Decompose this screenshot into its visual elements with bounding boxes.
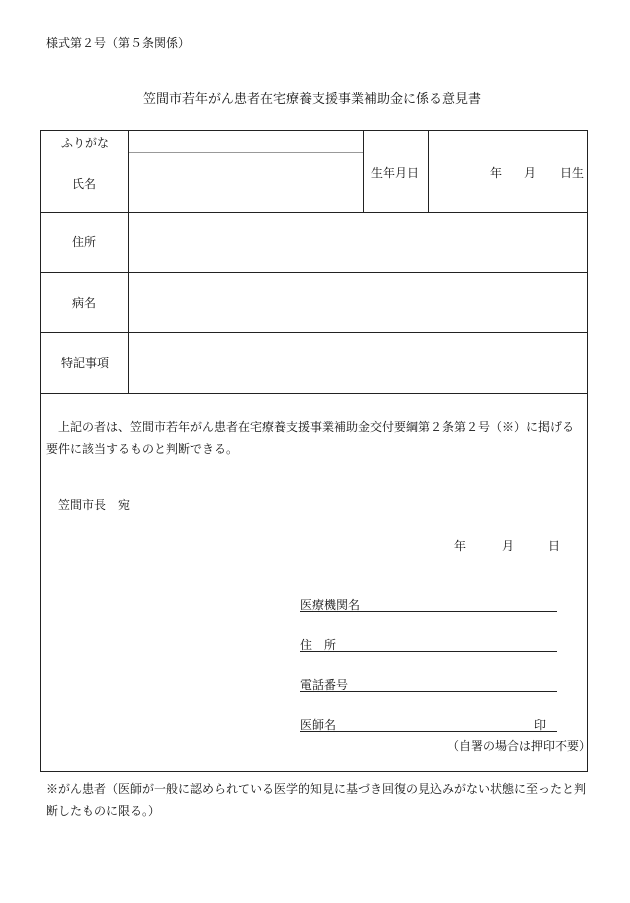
special-notes-label: 特記事項 [61, 356, 110, 370]
phone-underline [300, 691, 557, 692]
birthdate-right-divider [428, 130, 429, 212]
self-sign-note: （自署の場合は押印不要） [447, 739, 592, 753]
signature-address-label: 住 所 [300, 638, 337, 652]
row-divider-disease [40, 332, 588, 333]
birthdate-label: 生年月日 [371, 166, 420, 180]
seal-mark: 印 [534, 718, 547, 732]
form-number: 様式第２号（第５条関係） [46, 36, 191, 50]
statement-text: 上記の者は、笠間市若年がん患者在宅療養支援事業補助金交付要綱第２条第２号（※）に掲げる要件に該当するものと判断できる。 [46, 420, 575, 456]
document-title: 笠間市若年がん患者在宅療養支援事業補助金に係る意見書 [143, 92, 482, 107]
furigana-label: ふりがな [61, 136, 110, 150]
row-divider-address [40, 272, 588, 273]
disease-label: 病名 [72, 296, 97, 310]
birthdate-day: 日生 [560, 166, 585, 180]
doctor-label: 医師名 [300, 718, 337, 732]
footnote: ※がん患者（医師が一般に認められている医学的知見に基づき回復の見込みがない状態に至ったと判断したものに限る。） [46, 782, 587, 818]
date-month: 月 [502, 539, 515, 553]
institution-underline [300, 611, 557, 612]
doctor-underline [300, 731, 557, 732]
date-year: 年 [454, 539, 467, 553]
addressee: 笠間市長 宛 [58, 498, 131, 512]
date-day: 日 [548, 539, 561, 553]
phone-label: 電話番号 [300, 678, 349, 692]
row-divider-special [40, 393, 588, 394]
address-underline [300, 651, 557, 652]
birthdate-year: 年 [490, 166, 503, 180]
birthdate-left-divider [363, 130, 364, 212]
institution-label: 医療機関名 [300, 598, 361, 612]
address-label: 住所 [72, 235, 97, 249]
furigana-divider [128, 152, 363, 153]
label-column-divider [128, 130, 129, 393]
row-divider-name [40, 212, 588, 213]
birthdate-month: 月 [524, 166, 537, 180]
name-label: 氏名 [72, 177, 97, 191]
